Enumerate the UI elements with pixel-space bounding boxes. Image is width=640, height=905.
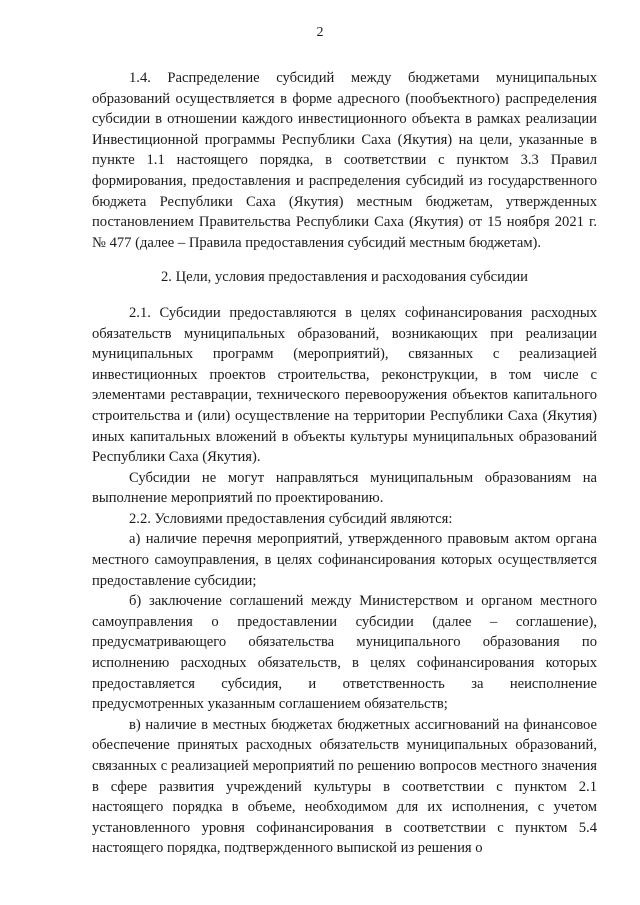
section-heading: 2. Цели, условия предоставления и расходования субсидии [160,269,528,286]
paragraph-2-1: 2.1. Субсидии предоставляются в целях софинансирования расходных обязательств муниципальных образований, возникающих при реализации муниципальных программ (мероприятий), связанных с реализацией инвестиционных проектов строительства, реконструкции, в том числе с элементами реставрации, технического перевооружения объектов капитального строительства и (или) осуществление на территории Республики Саха (Якутия) иных капитальных вложений в объекты культуры муниципальных образований Республики Саха (Якутия). [92,304,597,466]
paragraph-design-exclusion: Субсидии не могут направляться муниципальным образованиям на выполнение мероприятий по проектированию. [92,469,597,507]
page-number: 2 [316,25,324,40]
paragraph-1-4: 1.4. Распределение субсидий между бюджетами муниципальных образований осуществляется в форме адресного (пообъектного) распределения субсидии в отношении каждого инвестиционного объекта в рамках реализации Инвестиционной программы Республики Саха (Якутия) на цели, указанные в пункте 1.1 настоящего порядка, в соответствии с пунктом 3.3 Правил формирования, предоставления и распределения субсидий из государственного бюджета Республики Саха (Якутия) местным бюджетам, утвержденных постановлением Правительства Республики Саха (Якутия) от 15 ноября 2021 г. № 477 (далее – Правила предоставления субсидий местным бюджетам). [92,70,597,251]
paragraph-2-2: 2.2. Условиями предоставления субсидий являются: [129,510,453,527]
condition-b: б) заключение соглашений между Министерством и органом местного самоуправления о предоставлении субсидии (далее – соглашение), предусматривающего обязательства муниципального образования по исполнению расходных обязательств, в целях софинансирования которых предоставляется субсидия, и ответственность за неисполнение предусмотренных указанным соглашением обязательств; [92,593,597,713]
condition-c: в) наличие в местных бюджетах бюджетных ассигнований на финансовое обеспечение принятых расходных обязательств муниципальных образований, связанных с реализацией мероприятий по решению вопросов местного значения в сфере развития учреждений культуры в соответствии с пунктом 2.1 настоящего порядка в объеме, необходимом для их исполнения, с учетом установленного уровня софинансирования в соответствии с пунктом 5.4 настоящего порядка, подтвержденного выпиской из решения о [92,716,597,857]
document-body [92,68,597,859]
condition-a: а) наличие перечня мероприятий, утвержденного правовым актом органа местного самоуправления, в целях софинансирования которых осуществляется предоставление субсидии; [92,531,597,589]
